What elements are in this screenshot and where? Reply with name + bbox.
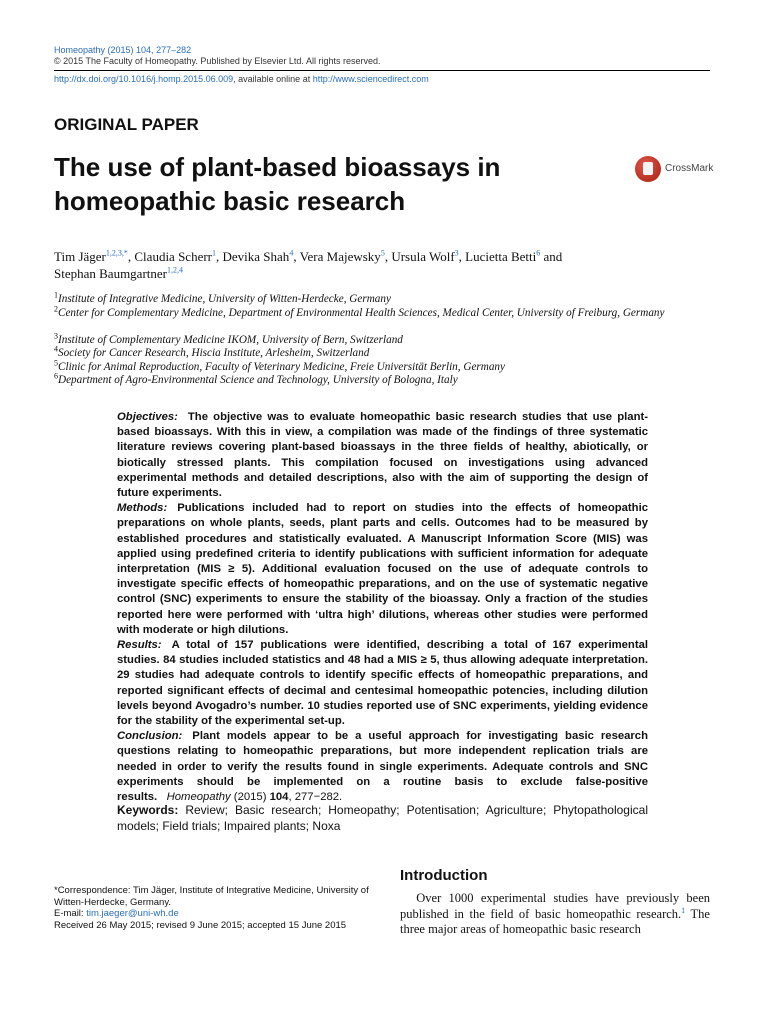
email-line: E-mail: tim.jaeger@uni-wh.de: [54, 908, 179, 920]
received-dates: Received 26 May 2015; revised 9 June 2015; accepted 15 June 2015: [54, 919, 347, 931]
author-name: Stephan Baumgartner: [54, 266, 167, 281]
paper-title: The use of plant-based bioassays in homeopathic basic research: [54, 152, 501, 216]
author-name: Tim Jäger: [54, 249, 106, 264]
journal-citation[interactable]: Homeopathy (2015) 104, 277–282: [54, 45, 192, 55]
crossmark-label: CrossMark: [665, 163, 714, 174]
author-affiliation-ref[interactable]: 5: [380, 248, 385, 258]
author-separator: ,: [458, 249, 466, 264]
crossmark-badge[interactable]: [635, 155, 717, 185]
author-name: Ursula Wolf: [391, 249, 455, 264]
keywords-label: Keywords:: [117, 803, 179, 817]
citation-pages: , 277−282.: [288, 791, 343, 804]
correspondence-footnote: [54, 885, 369, 931]
correspondence-text: *Correspondence: Tim Jäger, Institute of Integrative Medicine, University of Witten-Herdecke, Germany.: [54, 885, 369, 908]
objectives-label: Objectives:: [117, 411, 178, 423]
author-separator: ,: [384, 249, 392, 264]
available-text: , available online at: [233, 74, 313, 84]
introduction-paragraph: Over 1000 experimental studies have previously been published in the field of basic homeopathic research.$^1$ The three major areas of homeopathic basic research: [400, 891, 710, 936]
author-name: Devika Shah: [222, 249, 290, 264]
author-separator: and: [540, 249, 563, 264]
affiliation: $^4$Society for Cancer Research, Hiscia Institute, Arlesheim, Switzerland: [54, 344, 370, 359]
author-affiliation-ref[interactable]: 6: [536, 248, 541, 258]
author-affiliation-ref[interactable]: 1,2,3,*: [105, 248, 128, 258]
abstract: [117, 410, 648, 805]
keywords: [117, 802, 648, 834]
doi-link[interactable]: http://dx.doi.org/10.1016/j.homp.2015.06.009: [54, 74, 234, 84]
affiliation: $^5$Clinic for Animal Reproduction, Faculty of Veterinary Medicine, Freie Universität Berlin, Germany: [54, 358, 505, 373]
objectives-text: The objective was to evaluate homeopathic basic research studies that use plant-based bioassays. With this in view, a compilation was made of the findings of three systematic literature reviews covering plant-based bioassays in the three fields of healthy, abiotically, or biotically stressed plants. This compilation focused on investigations using advanced experimental methods and detailed descriptions, also with the aim of supporting the design of future experiments.: [117, 411, 648, 500]
results-label: Results:: [117, 639, 162, 652]
conclusion-text: Plant models appear to be a useful approach for investigating basic research questions relating to homeopathic preparations, but more independent replication trials are needed in order to verify the results found in single experiments. Adequate controls and SNC experiments should be implemented on a routine basis to exclude false-positive results.: [117, 730, 648, 804]
header-rule: [54, 70, 710, 71]
email-link[interactable]: tim.jaeger@uni-wh.de: [86, 908, 179, 920]
crossmark-icon: [635, 156, 661, 182]
author-affiliation-ref[interactable]: 1: [212, 248, 217, 258]
section-label: ORIGINAL PAPER: [54, 115, 199, 134]
introduction-heading: Introduction: [400, 867, 488, 884]
author-affiliation-ref[interactable]: 3: [454, 248, 459, 258]
affiliation: $^3$Institute of Complementary Medicine IKOM, University of Bern, Switzerland: [54, 331, 403, 346]
affiliation: $^1$Institute of Integrative Medicine, University of Witten-Herdecke, Germany: [54, 290, 391, 305]
author-separator: ,: [127, 249, 135, 264]
author-name: Claudia Scherr: [134, 249, 213, 264]
reference-link[interactable]: 1: [681, 905, 686, 915]
copyright-notice: © 2015 The Faculty of Homeopathy. Published by Elsevier Ltd. All rights reserved.: [54, 56, 381, 66]
author-separator: ,: [293, 249, 300, 264]
conclusion-label: Conclusion:: [117, 730, 183, 743]
doi-line: [54, 74, 429, 84]
methods-label: Methods:: [117, 502, 168, 515]
author-name: Lucietta Betti: [465, 249, 537, 264]
methods-text: Publications included had to report on studies into the effects of homeopathic preparations on whole plants, seeds, plant parts and cells. Outcomes had to be measured by established procedures and statistically evaluated. A Manuscript Information Score (MIS) was applied using predefined criteria to identify publications with sufficient information for adequate interpretation (MIS ≥ 5). Additional evaluation focused on the use of adequate controls to investigate specific effects of homeopathic preparations, and on the use of systematic negative control (SNC) experiments to ensure the stability of the bioassay. Only a fraction of the studies reported here were performed with ‘ultra high’ dilutions, whereas other studies were performed with moderate or high dilutions.: [117, 502, 648, 636]
author-affiliation-ref[interactable]: 1,2,4: [167, 265, 183, 275]
citation-volume: 104: [269, 791, 289, 804]
author-name: Vera Majewsky: [299, 249, 381, 264]
citation-journal: Homeopathy: [166, 791, 231, 804]
author-affiliation-ref[interactable]: 4: [289, 248, 294, 258]
author-separator: ,: [216, 249, 223, 264]
keywords-text: Review; Basic research; Homeopathy; Potentisation; Agriculture; Phytopathological models; Field trials; Impaired plants; Noxa: [117, 803, 648, 833]
affiliation: $^6$Department of Agro-Environmental Science and Technology, University of Bologna, Italy: [54, 371, 458, 386]
affiliation: $^2$Center for Complementary Medicine, Department of Environmental Health Sciences, Medical Center, University of Freiburg, Germany: [54, 304, 665, 319]
sciencedirect-link[interactable]: http://www.sciencedirect.com: [312, 74, 429, 84]
author-list: [54, 248, 674, 282]
results-text: A total of 157 publications were identified, describing a total of 167 experimental studies. 84 studies included statistics and 48 had a MIS ≥ 5, thus allowing adequate interpretation. 29 studies had adequate controls to identify specific effects of homeopathic preparations, and reported significant effects of decimal and centesimal homeopathic potencies, including dilution levels beyond Avogadro’s number. 10 studies reported use of SNC experiments, yielding evidence for the stability of the experimental set-up.: [117, 639, 648, 728]
citation-year: (2015): [230, 791, 270, 804]
